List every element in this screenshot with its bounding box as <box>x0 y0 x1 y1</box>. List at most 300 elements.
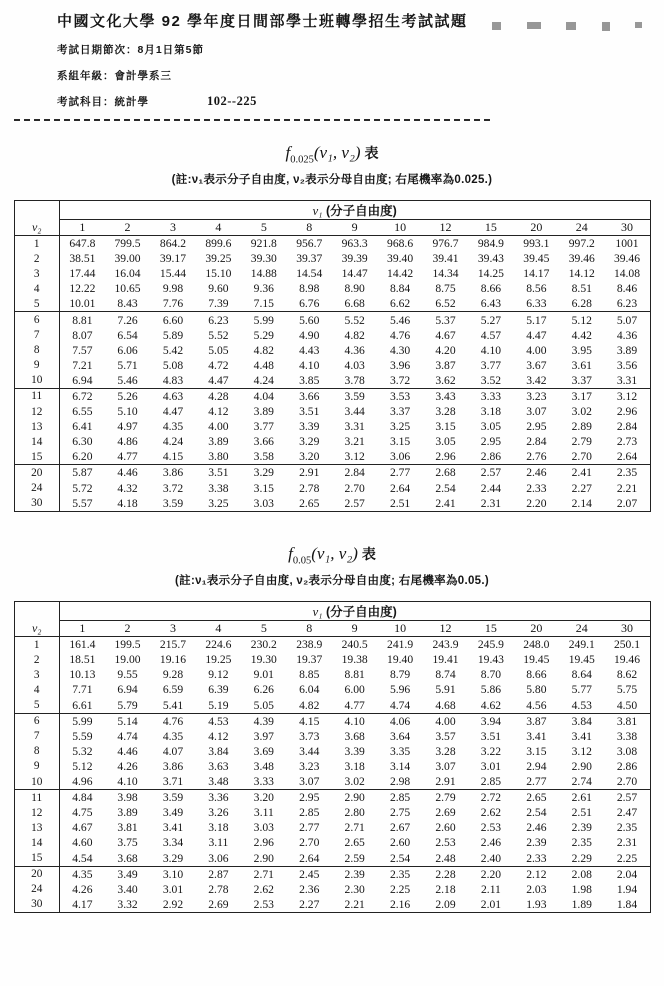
table-row <box>14 667 650 682</box>
row-header: 11 <box>14 388 59 404</box>
table-row <box>14 774 650 790</box>
f-value-cell: 3.58 <box>241 449 286 465</box>
f-value-cell: 5.87 <box>72 466 93 480</box>
row-header: 7 <box>14 729 59 744</box>
f-value-cell: 4.97 <box>117 420 138 434</box>
f-value-cell: 4.74 <box>377 698 422 714</box>
f-value-cell: 6.20 <box>59 449 104 465</box>
f-value-cell: 3.52 <box>468 373 513 389</box>
f-value-cell: 2.39 <box>571 821 592 835</box>
f-value-cell: 2.03 <box>526 882 547 896</box>
f-value-cell: 5.99 <box>253 313 274 327</box>
f-value-cell: 2.35 <box>389 867 411 881</box>
f-value-cell: 4.39 <box>253 714 274 728</box>
f-value-cell: 3.98 <box>117 791 138 805</box>
f-value-cell: 2.14 <box>571 496 592 510</box>
f-value-cell: 3.12 <box>616 389 638 403</box>
row-header: 13 <box>14 820 59 835</box>
row-header: 30 <box>14 897 59 913</box>
column-header: 5 <box>241 219 286 235</box>
f-value-cell: 8.56 <box>526 282 547 296</box>
row-header: 20 <box>14 866 59 882</box>
f-value-cell: 8.90 <box>344 282 365 296</box>
f-value-cell: 2.96 <box>423 449 468 465</box>
f-value-cell: 4.07 <box>162 744 184 758</box>
f-value-cell: 5.32 <box>72 744 93 758</box>
table-row <box>14 419 650 434</box>
f-value-cell: 14.34 <box>432 267 459 281</box>
f-value-cell: 3.66 <box>299 389 320 403</box>
f-value-cell: 2.31 <box>616 836 638 850</box>
f-value-cell: 8.84 <box>389 282 411 296</box>
f-value-cell: 5.17 <box>526 313 547 327</box>
f-value-cell: 3.42 <box>514 373 559 389</box>
f-value-cell: 1.84 <box>616 897 638 911</box>
f-value-cell: 8.66 <box>526 668 547 682</box>
f-value-cell: 3.07 <box>287 774 332 790</box>
f-value-cell: 2.65 <box>299 496 320 510</box>
row-header: 15 <box>14 449 59 465</box>
f-value-cell: 39.45 <box>523 252 550 266</box>
f-value-cell: 4.36 <box>344 343 365 357</box>
f-value-cell: 2.36 <box>299 882 320 896</box>
f-value-cell: 6.61 <box>59 698 104 714</box>
f-value-cell: 3.77 <box>480 358 502 372</box>
f-value-cell: 5.12 <box>571 313 592 327</box>
f-value-cell: 19.45 <box>523 653 550 667</box>
f-value-cell: 2.96 <box>616 405 638 419</box>
f-value-cell: 238.9 <box>296 638 323 652</box>
f-value-cell: 5.79 <box>105 698 150 714</box>
f-value-cell: 2.74 <box>559 774 604 790</box>
f-value-cell: 6.94 <box>117 683 138 697</box>
column-header: 1 <box>59 219 104 235</box>
f-value-cell: 39.43 <box>477 252 504 266</box>
f-value-cell: 8.81 <box>344 668 365 682</box>
f-value-cell: 5.72 <box>72 481 93 495</box>
f-value-cell: 3.43 <box>435 389 456 403</box>
f-value-cell: 14.17 <box>523 267 550 281</box>
f-value-cell: 2.09 <box>435 897 456 911</box>
table-row <box>14 404 650 419</box>
f-value-cell: 5.07 <box>616 313 638 327</box>
f-value-cell: 2.70 <box>344 481 365 495</box>
f-value-cell: 5.37 <box>435 313 456 327</box>
f05-formula: $f_{0.05}(\nu_1$, ν₂) <box>288 543 358 567</box>
f-value-cell: 3.71 <box>150 774 195 790</box>
f-value-cell: 4.54 <box>59 850 104 866</box>
f-value-cell: 241.9 <box>387 638 414 652</box>
f-value-cell: 2.53 <box>480 821 502 835</box>
f-value-cell: 3.44 <box>299 744 320 758</box>
column-group-header-row <box>14 602 650 621</box>
f-value-cell: 4.47 <box>162 405 184 419</box>
f-value-cell: 2.29 <box>559 850 604 866</box>
column-header: 9 <box>332 219 377 235</box>
f-value-cell: 4.15 <box>150 449 195 465</box>
row-header: 6 <box>14 312 59 328</box>
column-header: 12 <box>423 621 468 637</box>
column-header: 20 <box>514 621 559 637</box>
f-value-cell: 3.33 <box>480 389 502 403</box>
f-value-cell: 3.66 <box>253 435 274 449</box>
f-value-cell: 6.52 <box>423 296 468 312</box>
f-value-cell: 4.00 <box>435 714 456 728</box>
f-value-cell: 4.24 <box>162 435 184 449</box>
f-value-cell: 3.06 <box>377 449 422 465</box>
f-value-cell: 6.60 <box>162 313 184 327</box>
f-value-cell: 10.01 <box>59 296 104 312</box>
f-value-cell: 3.15 <box>435 420 456 434</box>
f-value-cell: 3.15 <box>253 481 274 495</box>
table-row <box>14 343 650 358</box>
f-value-cell: 3.22 <box>480 744 502 758</box>
f-value-cell: 3.23 <box>299 759 320 773</box>
f-value-cell: 2.04 <box>616 867 638 881</box>
f-value-cell: 39.40 <box>387 252 414 266</box>
f-value-cell: 3.97 <box>253 729 274 743</box>
table-row <box>14 312 650 328</box>
f-value-cell: 6.30 <box>72 435 93 449</box>
f-value-cell: 4.86 <box>117 435 138 449</box>
f-value-cell: 4.35 <box>72 867 93 881</box>
f-value-cell: 4.63 <box>162 389 184 403</box>
f-value-cell: 4.77 <box>332 698 377 714</box>
f-value-cell: 3.35 <box>389 744 411 758</box>
f-value-cell: 4.00 <box>208 420 229 434</box>
f-value-cell: 3.28 <box>435 405 456 419</box>
f-value-cell: 4.42 <box>571 328 592 342</box>
column-header: 15 <box>468 219 513 235</box>
f-value-cell: 3.78 <box>332 373 377 389</box>
f-value-cell: 5.46 <box>105 373 150 389</box>
f-value-cell: 19.30 <box>250 653 277 667</box>
f-value-cell: 2.77 <box>389 466 411 480</box>
f-value-cell: 3.87 <box>526 714 547 728</box>
f-value-cell: 3.38 <box>616 729 638 743</box>
f-value-cell: 6.28 <box>559 296 604 312</box>
table-row <box>14 897 650 913</box>
row-header: 8 <box>14 744 59 759</box>
f-value-cell: 4.67 <box>435 328 456 342</box>
f-value-cell: 9.36 <box>253 282 274 296</box>
f-value-cell: 4.77 <box>105 449 150 465</box>
f-value-cell: 3.51 <box>299 405 320 419</box>
f-value-cell: 3.69 <box>253 744 274 758</box>
row-header: 14 <box>14 434 59 449</box>
f-value-cell: 3.85 <box>287 373 332 389</box>
f-value-cell: 3.38 <box>208 481 229 495</box>
row-header: 12 <box>14 404 59 419</box>
f-value-cell: 921.8 <box>250 237 277 251</box>
f-value-cell: 6.33 <box>514 296 559 312</box>
f-value-cell: 2.30 <box>344 882 365 896</box>
f-value-cell: 2.95 <box>526 420 547 434</box>
f-value-cell: 9.01 <box>253 668 274 682</box>
f-value-cell: 2.85 <box>299 806 320 820</box>
f-value-cell: 2.84 <box>526 435 547 449</box>
numerator-df-label: ν₁ (分子自由度) <box>59 602 650 621</box>
f-value-cell: 2.69 <box>435 806 456 820</box>
f025-section <box>0 143 664 512</box>
f-value-cell: 3.39 <box>299 420 320 434</box>
f-value-cell: 9.60 <box>208 282 229 296</box>
f-value-cell: 2.28 <box>435 867 456 881</box>
f-value-cell: 3.32 <box>117 897 138 911</box>
f-value-cell: 2.25 <box>389 882 411 896</box>
f-value-cell: 4.56 <box>514 698 559 714</box>
f-value-cell: 3.18 <box>480 405 502 419</box>
f-value-cell: 2.61 <box>571 791 592 805</box>
f-value-cell: 2.60 <box>435 821 456 835</box>
f-value-cell: 2.51 <box>571 806 592 820</box>
f-value-cell: 2.69 <box>208 897 229 911</box>
f-value-cell: 2.18 <box>435 882 456 896</box>
f-value-cell: 3.94 <box>480 714 502 728</box>
f-value-cell: 5.27 <box>480 313 502 327</box>
f-value-cell: 5.08 <box>162 358 184 372</box>
column-header: 1 <box>59 621 104 637</box>
f-value-cell: 8.51 <box>571 282 592 296</box>
row-header: 3 <box>14 667 59 682</box>
f-value-cell: 9.55 <box>117 668 138 682</box>
f-value-cell: 6.43 <box>468 296 513 312</box>
column-header: 30 <box>604 219 650 235</box>
f-value-cell: 1.98 <box>571 882 592 896</box>
column-header: 4 <box>196 219 241 235</box>
f-value-cell: 2.70 <box>299 836 320 850</box>
f-value-cell: 3.59 <box>344 389 365 403</box>
f-value-cell: 3.81 <box>117 821 138 835</box>
table-row <box>14 850 650 866</box>
f-value-cell: 230.2 <box>250 638 277 652</box>
f-value-cell: 39.39 <box>341 252 368 266</box>
f-value-cell: 2.08 <box>571 867 592 881</box>
f-value-cell: 3.39 <box>344 744 365 758</box>
f-value-cell: 4.12 <box>208 405 229 419</box>
f-value-cell: 4.46 <box>117 744 138 758</box>
f-value-cell: 2.77 <box>514 774 559 790</box>
f-value-cell: 3.02 <box>571 405 592 419</box>
f-value-cell: 3.51 <box>208 466 229 480</box>
f-value-cell: 3.72 <box>377 373 422 389</box>
f-value-cell: 4.83 <box>150 373 195 389</box>
f-value-cell: 1.94 <box>616 882 638 896</box>
row-header: 1 <box>14 637 59 653</box>
f-value-cell: 8.98 <box>299 282 320 296</box>
f-value-cell: 8.07 <box>72 328 93 342</box>
f-value-cell: 2.46 <box>526 466 547 480</box>
f-value-cell: 8.43 <box>105 296 150 312</box>
f-value-cell: 2.51 <box>389 496 411 510</box>
f-value-cell: 4.47 <box>526 328 547 342</box>
f-value-cell: 647.8 <box>69 237 96 251</box>
f-value-cell: 39.00 <box>114 252 141 266</box>
f-value-cell: 2.39 <box>526 836 547 850</box>
f-value-cell: 7.76 <box>150 296 195 312</box>
f-value-cell: 4.67 <box>72 821 93 835</box>
f-value-cell: 2.73 <box>616 435 638 449</box>
table-row <box>14 790 650 806</box>
f-value-cell: 7.15 <box>241 296 286 312</box>
f-value-cell: 5.91 <box>435 683 456 697</box>
f-value-cell: 8.66 <box>480 282 502 296</box>
f-value-cell: 3.77 <box>253 420 274 434</box>
f-value-cell: 3.89 <box>253 405 274 419</box>
f-value-cell: 4.82 <box>253 343 274 357</box>
f025-table <box>14 200 651 512</box>
row-header: 5 <box>14 698 59 714</box>
column-header: 5 <box>241 621 286 637</box>
f-value-cell: 3.29 <box>299 435 320 449</box>
f-value-cell: 3.25 <box>208 496 229 510</box>
f05-table <box>14 601 651 913</box>
table-row <box>14 373 650 389</box>
f-value-cell: 4.60 <box>72 836 93 850</box>
f-value-cell: 2.90 <box>241 850 286 866</box>
f-value-cell: 7.57 <box>72 343 93 357</box>
column-header: 30 <box>604 621 650 637</box>
row-header: 2 <box>14 652 59 667</box>
table-row <box>14 328 650 343</box>
f-value-cell: 6.39 <box>208 683 229 697</box>
f-value-cell: 215.7 <box>159 638 187 652</box>
f-value-cell: 250.1 <box>613 638 641 652</box>
row-header: 20 <box>14 465 59 481</box>
f-value-cell: 245.9 <box>477 638 504 652</box>
f-value-cell: 2.95 <box>480 435 502 449</box>
f-value-cell: 956.7 <box>296 237 323 251</box>
f-value-cell: 2.85 <box>389 791 411 805</box>
f-value-cell: 2.64 <box>389 481 411 495</box>
f-value-cell: 4.57 <box>480 328 502 342</box>
f-value-cell: 5.46 <box>389 313 411 327</box>
f-value-cell: 3.36 <box>208 791 229 805</box>
f-value-cell: 3.26 <box>208 806 229 820</box>
f-value-cell: 3.29 <box>150 850 195 866</box>
table-row <box>14 266 650 281</box>
f-value-cell: 5.52 <box>208 328 229 342</box>
f-value-cell: 976.7 <box>432 237 459 251</box>
f-value-cell: 3.59 <box>162 791 184 805</box>
f-value-cell: 2.27 <box>299 897 320 911</box>
exam-subject-label: 考試科目：統計學 <box>57 95 149 108</box>
f-value-cell: 15.10 <box>205 267 232 281</box>
f-value-cell: 3.57 <box>435 729 456 743</box>
f-value-cell: 5.59 <box>72 729 93 743</box>
f-value-cell: 3.15 <box>526 744 547 758</box>
f-value-cell: 10.13 <box>69 668 96 682</box>
f-value-cell: 3.84 <box>208 744 229 758</box>
f-value-cell: 3.18 <box>344 759 365 773</box>
f-value-cell: 2.16 <box>389 897 411 911</box>
column-header: 2 <box>105 621 150 637</box>
f-value-cell: 4.90 <box>299 328 320 342</box>
f-value-cell: 4.50 <box>604 698 650 714</box>
f-value-cell: 3.31 <box>344 420 365 434</box>
f-value-cell: 2.95 <box>299 791 320 805</box>
f-value-cell: 6.23 <box>208 313 229 327</box>
column-header: 15 <box>468 621 513 637</box>
f-value-cell: 2.76 <box>514 449 559 465</box>
f-value-cell: 17.44 <box>69 267 96 281</box>
f-value-cell: 4.15 <box>299 714 320 728</box>
f-value-cell: 2.90 <box>344 791 365 805</box>
f-value-cell: 4.17 <box>72 897 93 911</box>
f-value-cell: 2.31 <box>480 496 502 510</box>
column-header: 3 <box>150 621 195 637</box>
f-value-cell: 39.37 <box>296 252 323 266</box>
f05-table-note: (註:ν₁表示分子自由度, ν₂表示分母自由度; 右尾機率為0.05.) <box>175 575 489 588</box>
f025-table-note: (註:ν₁表示分子自由度, ν₂表示分母自由度; 右尾機率為0.025.) <box>171 173 493 186</box>
f-value-cell: 3.17 <box>571 389 592 403</box>
row-header: 30 <box>14 496 59 512</box>
f-value-cell: 4.47 <box>196 373 241 389</box>
f-value-cell: 4.30 <box>389 343 411 357</box>
f-value-cell: 3.12 <box>332 449 377 465</box>
f-value-cell: 2.92 <box>162 897 184 911</box>
f-value-cell: 864.2 <box>159 237 187 251</box>
f-value-cell: 6.76 <box>287 296 332 312</box>
f-value-cell: 8.46 <box>616 282 638 296</box>
f-value-cell: 5.80 <box>526 683 547 697</box>
f-value-cell: 3.72 <box>162 481 184 495</box>
row-header: 10 <box>14 774 59 790</box>
f-value-cell: 3.89 <box>117 806 138 820</box>
f-value-cell: 2.85 <box>468 774 513 790</box>
f025-formula: $f_{0.025}(\nu_1$, ν₂) <box>285 142 361 165</box>
f-value-cell: 3.44 <box>344 405 365 419</box>
f-value-cell: 6.26 <box>253 683 274 697</box>
f-value-cell: 2.57 <box>344 496 365 510</box>
table-row <box>14 698 650 714</box>
f-value-cell: 19.25 <box>205 653 232 667</box>
f-value-cell: 3.84 <box>571 714 592 728</box>
table-row <box>14 388 650 404</box>
f-value-cell: 4.53 <box>208 714 229 728</box>
f-value-cell: 3.80 <box>196 449 241 465</box>
f-value-cell: 39.46 <box>568 252 595 266</box>
f-value-cell: 19.45 <box>568 653 595 667</box>
f-value-cell: 3.40 <box>117 882 138 896</box>
f-value-cell: 8.74 <box>435 668 456 682</box>
f-value-cell: 2.07 <box>616 496 638 510</box>
f-value-cell: 2.79 <box>435 791 456 805</box>
f-value-cell: 4.62 <box>468 698 513 714</box>
f-value-cell: 5.52 <box>344 313 365 327</box>
f-value-cell: 8.70 <box>480 668 502 682</box>
f-value-cell: 2.53 <box>435 836 456 850</box>
f-value-cell: 4.10 <box>344 714 365 728</box>
f-value-cell: 6.59 <box>162 683 184 697</box>
f-value-cell: 3.15 <box>389 435 411 449</box>
row-header: 7 <box>14 328 59 343</box>
table-row <box>14 759 650 774</box>
column-header: 12 <box>423 219 468 235</box>
f-value-cell: 3.67 <box>526 358 547 372</box>
f-value-cell: 3.49 <box>117 867 138 881</box>
nu2-symbol: ν₂ <box>14 219 59 235</box>
f-value-cell: 2.94 <box>526 759 547 773</box>
f-value-cell: 2.45 <box>299 867 320 881</box>
f-value-cell: 5.29 <box>253 328 274 342</box>
row-header: 9 <box>14 358 59 373</box>
f-value-cell: 2.35 <box>616 821 638 835</box>
f-value-cell: 3.08 <box>616 744 638 758</box>
column-header: 3 <box>150 219 195 235</box>
f-value-cell: 4.76 <box>389 328 411 342</box>
f-value-cell: 2.48 <box>423 850 468 866</box>
